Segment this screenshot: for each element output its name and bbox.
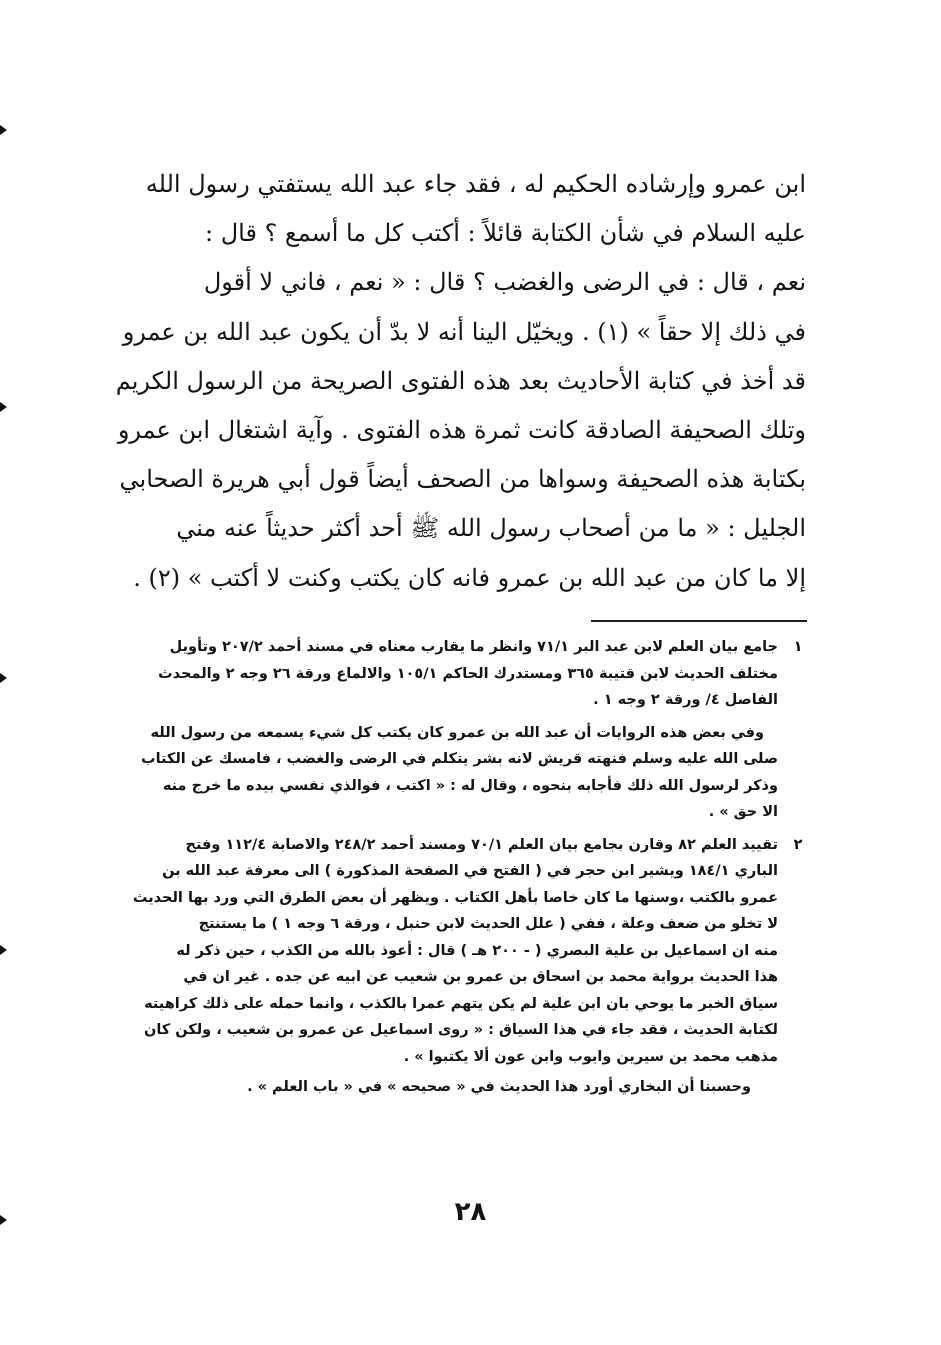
footnote-separator	[591, 620, 807, 622]
footnote-line: وحسبنا أن البخاري أورد هذا الحديث في « صحيحه » في « باب العلم » .	[247, 1079, 751, 1095]
page-number: ٢٨	[454, 1197, 487, 1227]
footnote-line: لكتابة الحديث ، فقد جاء في هذا السياق : « روى اسماعيل عن عمرو بن شعيب ، ولكن كان	[143, 1022, 778, 1038]
body-line: الجليل : « ما من أصحاب رسول الله ﷺ أحد أكثر حديثاً عنه مني	[176, 514, 806, 543]
body-line: في ذلك إلا حقاً » (١) . ويخيّل الينا أنه لا بدّ أن يكون عبد الله بن عمرو	[122, 317, 806, 346]
footnote-line: الا حق » .	[708, 804, 778, 820]
footnote-line: الباري ١٨٤/١ ويشير ابن حجر في ( الفتح في الصفحة المذكورة ) الى معرفة عبد الله بن	[162, 863, 778, 879]
footnote-line: وذكر لرسول الله ذلك فأجابه بنحوه ، وقال له : « اكتب ، فوالذي نفسي بيده ما خرج منه	[162, 777, 778, 794]
body-line: ابن عمرو وإرشاده الحكيم له ، فقد جاء عبد الله يستفتي رسول الله	[145, 170, 806, 198]
footnote-line: وفي بعض هذه الروايات أن عبد الله بن عمرو كان يكتب كل شيء يسمعه من رسول الله	[150, 724, 764, 741]
scan-edge-mark	[0, 673, 7, 683]
footnote-2-closing	[121, 1074, 811, 1101]
body-line: نعم ، قال : في الرضى والغضب ؟ قال : « نعم ، فاني لا أقول	[203, 268, 806, 297]
body-line: قد أخذ في كتابة الأحاديث بعد هذه الفتوى الصريحة من الرسول الكريم	[116, 366, 806, 395]
body-line: إلا ما كان من عبد الله بن عمرو فانه كان يكتب وكنت لا أكتب » (٢) .	[133, 563, 806, 592]
footnote-number: ٢	[793, 836, 803, 853]
footnote-line: لا تخلو من ضعف وعلة ، ففي ( علل الحديث لابن حنبل ، ورقة ٦ وجه ١ ) ما يستنتج	[198, 916, 778, 932]
main-body-text	[116, 160, 806, 603]
footnote-line: سياق الخبر ما يوحي بان ابن علية لم يكن يتهم عمرا بالكذب ، وانما حمله على ذلك كراهيته	[144, 995, 778, 1012]
body-line: عليه السلام في شأن الكتابة قائلاً : أكتب كل ما أسمع ؟ قال :	[205, 219, 806, 248]
footnote-number: ١	[793, 639, 803, 655]
footnote-line: منه ان اسماعيل بن علية البصري ( - ٢٠٠ هـ ) قال : أعوذ بالله من الكذب ، حين ذكر له	[176, 942, 778, 959]
scan-edge-mark	[0, 125, 7, 135]
footnote-line: تقييد العلم ٨٢ وقارن بجامع بيان العلم ٧٠/١ ومسند أحمد ٢٤٨/٢ والاصابة ١١٢/٤ وفتح	[185, 836, 778, 853]
footnote-line: صلى الله عليه وسلم فنهته قريش لانه بشر يتكلم في الرضى والغضب ، فامسك عن الكتاب	[141, 751, 778, 767]
footnote-line: مختلف الحديث لابن قتيبة ٣٦٥ ومستدرك الحاكم ١٠٥/١ والالماع ورقة ٢٦ وجه ٢ والمحدث	[158, 665, 778, 682]
footnote-line: هذا الحديث برواية محمد بن اسحاق بن عمرو بن شعيب عن ابيه عن جده . غير ان في	[183, 969, 778, 985]
scan-edge-mark	[0, 402, 7, 412]
scan-edge-mark	[0, 945, 7, 955]
footnote-2	[121, 832, 811, 1071]
footnote-1	[121, 634, 811, 714]
body-line: بكتابة هذه الصحيفة وسواها من الصحف أيضاً قول أبي هريرة الصحابي	[119, 465, 806, 494]
footnote-1-commentary	[121, 720, 811, 826]
body-line: وتلك الصحيفة الصادقة كانت ثمرة هذه الفتوى . وآية اشتغال ابن عمرو	[117, 415, 806, 444]
footnote-line: عمرو بالكتب ،وسنها ما كان خاصا بأهل الكتاب . ويظهر أن بعض الطرق التي ورد بها الحديث	[132, 889, 778, 906]
footnote-line: جامع بيان العلم لابن عبد البر ٧١/١ وانظر ما يقارب معناه في مسند أحمد ٢٠٧/٢ وتأويل	[169, 639, 778, 655]
footnotes-section	[121, 634, 811, 1101]
footnote-line: مذهب محمد بن سيرين وايوب وابن عون ألا يكتبوا » .	[403, 1048, 778, 1065]
footnote-line: الفاصل ٤/ ورقة ٢ وجه ١ .	[593, 692, 778, 708]
